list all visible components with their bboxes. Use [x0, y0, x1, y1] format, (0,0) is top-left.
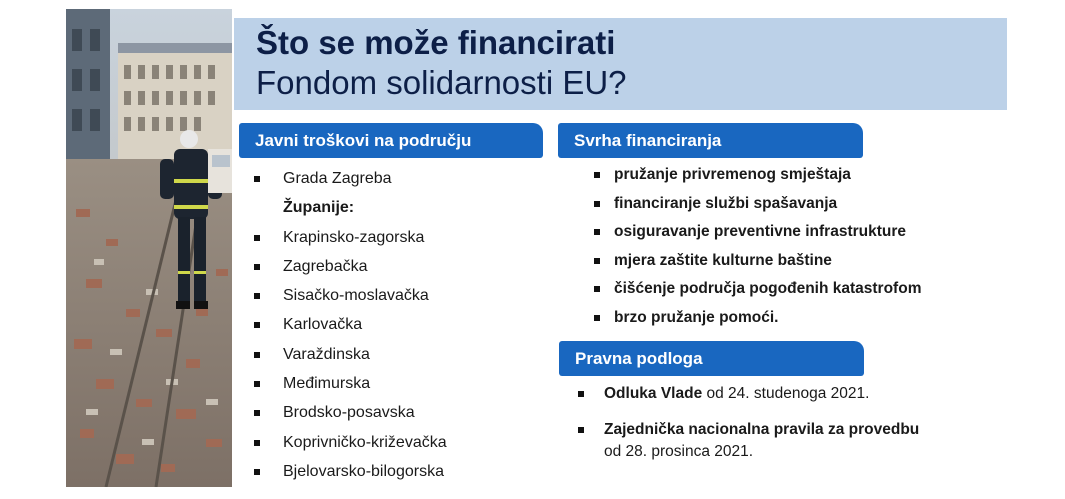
list-item: Zagrebačka: [254, 256, 447, 285]
list-item: osiguravanje preventivne infrastrukture: [594, 221, 921, 250]
list-item: Krapinsko-zagorska: [254, 227, 447, 256]
list-item: Odluka Vlade od 24. studenoga 2021.: [578, 383, 919, 419]
legal-list: [578, 383, 919, 463]
list-item: Brodsko-posavska: [254, 402, 447, 431]
list-item: Varaždinska: [254, 344, 447, 373]
list-item: brzo pružanje pomoći.: [594, 307, 921, 336]
bullet-icon: [254, 293, 260, 299]
bullet-icon: [594, 201, 600, 207]
bullet-icon: [594, 315, 600, 321]
regions-list: [254, 168, 447, 490]
bullet-icon: [578, 427, 584, 433]
earthquake-photo: [66, 9, 232, 487]
list-item: Bjelovarsko-bilogorska: [254, 461, 447, 490]
list-item: Sisačko-moslavačka: [254, 285, 447, 314]
bullet-icon: [254, 264, 260, 270]
list-item: Zajednička nacionalna pravila za provedbu od 28. prosinca 2021.: [578, 419, 919, 463]
legal-basis-header: Pravna podloga: [559, 341, 864, 376]
bullet-icon: [254, 469, 260, 475]
page-subtitle: Fondom solidarnosti EU?: [256, 64, 627, 101]
counties-label: Županije:: [283, 199, 355, 217]
bullet-icon: [578, 391, 584, 397]
bullet-icon: [254, 235, 260, 241]
list-item: čišćenje područja pogođenih katastrofom: [594, 278, 921, 307]
bullet-icon: [594, 286, 600, 292]
page-title: Što se može financirati: [256, 24, 616, 61]
purpose-list: [594, 164, 921, 336]
bullet-icon: [254, 322, 260, 328]
list-item: financiranje službi spašavanja: [594, 193, 921, 222]
list-item: pružanje privremenog smještaja: [594, 164, 921, 193]
bullet-icon: [594, 172, 600, 178]
list-item: Karlovačka: [254, 314, 447, 343]
bullet-icon: [254, 381, 260, 387]
bullet-icon: [594, 258, 600, 264]
list-item: Međimurska: [254, 373, 447, 402]
bullet-icon: [254, 176, 260, 182]
rubble-firefighter-illustration: [66, 9, 232, 487]
bullet-icon: [254, 440, 260, 446]
bullet-icon: [254, 352, 260, 358]
list-item: mjera zaštite kulturne baštine: [594, 250, 921, 279]
bullet-icon: [594, 229, 600, 235]
list-item: Grada Zagreba: [254, 168, 447, 197]
public-costs-header: Javni troškovi na području: [239, 123, 543, 158]
purpose-header: Svrha financiranja: [558, 123, 863, 158]
bullet-icon: [254, 410, 260, 416]
list-item: Koprivničko-križevačka: [254, 432, 447, 461]
